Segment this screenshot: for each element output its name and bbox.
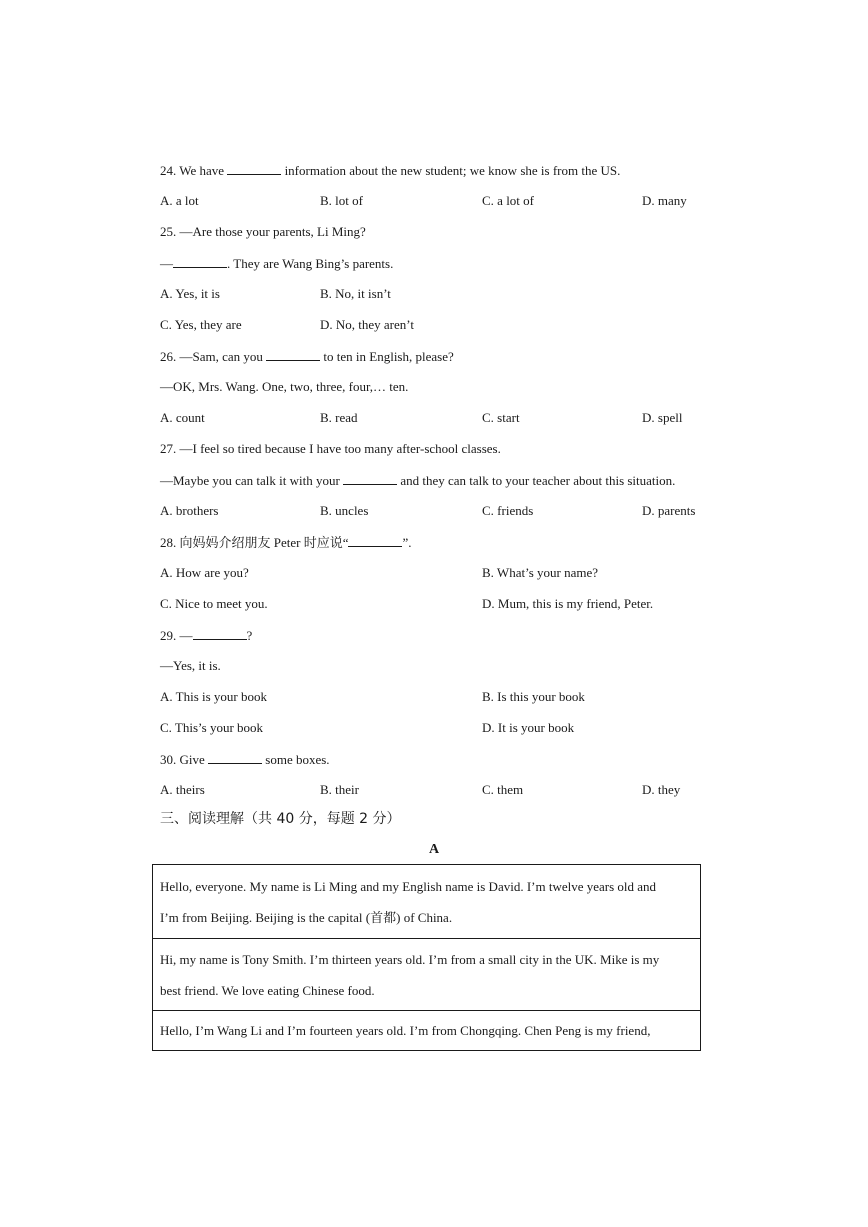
question-25-reply-after: . They are Wang Bing’s parents. [227,256,394,271]
q24-option-a[interactable]: A. a lot [160,193,199,208]
q26-option-d[interactable]: D. spell [642,410,683,425]
q24-option-c[interactable]: C. a lot of [482,193,534,208]
q26-option-c[interactable]: C. start [482,410,520,425]
passage-row-2 [153,938,700,1010]
passage-row-1 [153,865,700,938]
answer-blank[interactable] [227,162,281,175]
question-28-stem [160,534,412,551]
passage-row-1-line-1: Hello, everyone. My name is Li Ming and my English name is David. I’m twelve years old and [160,879,657,894]
q28-option-b[interactable]: B. What’s your name? [482,565,599,580]
question-27-reply-before: —Maybe you can talk it with your [160,473,340,488]
q26-option-b[interactable]: B. read [320,410,358,425]
question-26-stem-after: to ten in English, please? [323,349,454,364]
q30-option-c[interactable]: C. them [482,782,524,797]
question-30-stem-before: 30. Give [160,752,205,767]
q29-option-d[interactable]: D. It is your book [482,720,575,735]
answer-blank[interactable] [173,255,227,268]
q27-option-c[interactable]: C. friends [482,503,534,518]
question-24-number: 24. [160,163,177,178]
question-25-reply-prefix: — [160,256,173,271]
question-27-stem: 27. —I feel so tired because I have too many after-school classes. [160,441,501,456]
question-29-stem [160,627,252,644]
question-29-stem-after: ? [246,628,253,643]
q29-option-b[interactable]: B. Is this your book [482,689,585,704]
answer-blank[interactable] [266,348,320,361]
q28-option-a[interactable]: A. How are you? [160,565,249,580]
q24-option-d[interactable]: D. many [642,193,687,208]
q26-option-a[interactable]: A. count [160,410,205,425]
q27-option-a[interactable]: A. brothers [160,503,219,518]
question-25-stem: 25. —Are those your parents, Li Ming? [160,224,366,239]
q28-option-d[interactable]: D. Mum, this is my friend, Peter. [482,596,654,611]
question-30-stem [160,751,330,768]
q27-option-d[interactable]: D. parents [642,503,696,518]
question-27-reply [160,472,675,489]
passage-letter: A [428,842,440,857]
q25-option-b[interactable]: B. No, it isn’t [320,286,391,301]
answer-blank[interactable] [208,751,262,764]
question-29-stem-before: 29. — [160,628,193,643]
q25-option-a[interactable]: A. Yes, it is [160,286,220,301]
question-24-stem-after: information about the new student; we know she is from the US. [284,163,621,178]
answer-blank[interactable] [343,472,397,485]
q30-option-b[interactable]: B. their [320,782,359,797]
passage-row-3-line-1: Hello, I’m Wang Li and I’m fourteen years old. I’m from Chongqing. Chen Peng is my friend, [160,1023,651,1038]
q29-option-a[interactable]: A. This is your book [160,689,268,704]
question-25-reply [160,255,393,272]
passage-row-1-line-2: I’m from Beijing. Beijing is the capital (首都) of China. [160,910,453,925]
question-26-stem [160,348,454,365]
question-24 [160,162,620,179]
passage-row-3 [153,1010,700,1051]
question-29-reply: —Yes, it is. [160,658,221,673]
question-28-stem-before: 28. 向妈妈介绍朋友 Peter 时应说“ [160,535,349,550]
passage-row-2-line-2: best friend. We love eating Chinese food. [160,983,375,998]
question-26-stem-before: 26. —Sam, can you [160,349,263,364]
answer-blank[interactable] [193,627,247,640]
passage-table [152,864,701,1051]
question-26-reply: —OK, Mrs. Wang. One, two, three, four,… ten. [160,379,409,394]
answer-blank[interactable] [348,534,402,547]
q25-option-d[interactable]: D. No, they aren’t [320,317,414,332]
q24-option-b[interactable]: B. lot of [320,193,363,208]
q27-option-b[interactable]: B. uncles [320,503,369,518]
q29-option-c[interactable]: C. This’s your book [160,720,264,735]
question-27-reply-after: and they can talk to your teacher about this situation. [400,473,676,488]
q25-option-c[interactable]: C. Yes, they are [160,317,242,332]
section-heading: 三、阅读理解（共 40 分，每题 2 分） [160,811,401,827]
question-24-stem-before: We have [179,163,225,178]
q28-option-c[interactable]: C. Nice to meet you. [160,596,268,611]
question-28-stem-after: ”. [402,535,412,550]
q30-option-d[interactable]: D. they [642,782,681,797]
q30-option-a[interactable]: A. theirs [160,782,205,797]
passage-row-2-line-1: Hi, my name is Tony Smith. I’m thirteen years old. I’m from a small city in the UK. Mike is my [160,952,660,967]
question-30-stem-after: some boxes. [265,752,330,767]
